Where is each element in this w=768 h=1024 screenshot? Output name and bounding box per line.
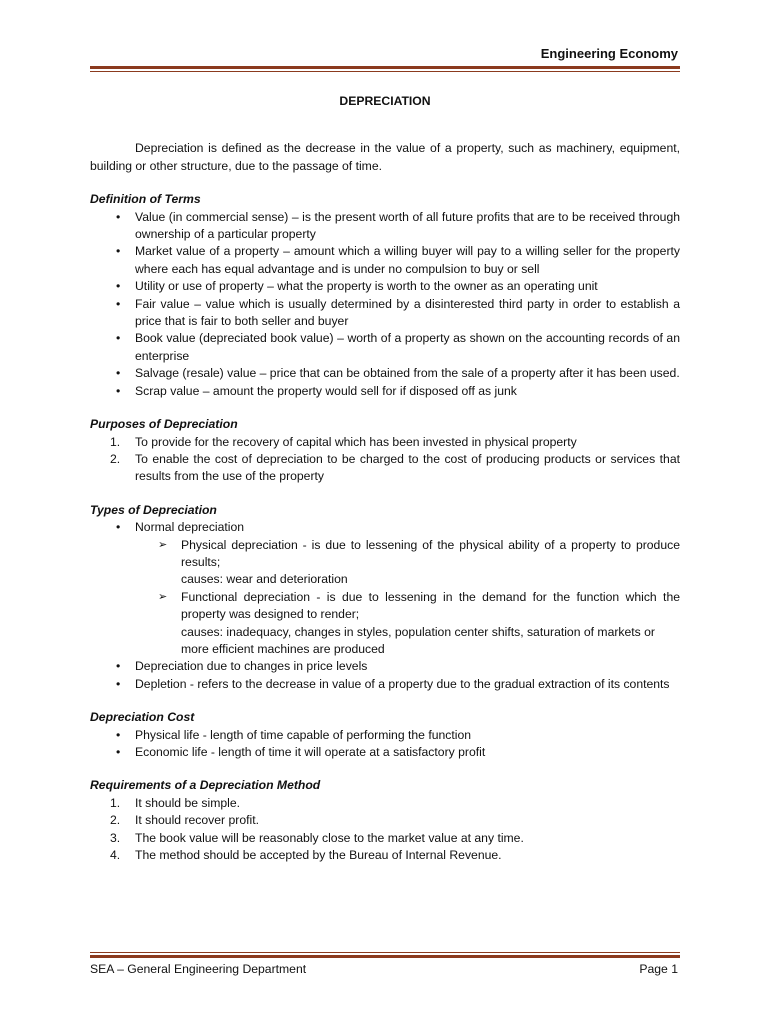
list-item: • Normal depreciation xyxy=(90,519,680,536)
bullet-icon: • xyxy=(116,520,121,535)
list-item: 1. To provide for the recovery of capital which has been invested in physical property xyxy=(110,434,577,449)
types-list xyxy=(90,519,680,536)
section-heading-purposes: Purposes of Depreciation xyxy=(90,417,238,432)
bullet-icon: • xyxy=(116,209,121,224)
list-item: 2. To enable the cost of depreciation to be charged to the cost of producing products or services that results from the use of the property xyxy=(110,451,680,484)
list-item: 4. The method should be accepted by the Bureau of Internal Revenue. xyxy=(110,848,502,863)
list-item: • Physical life - length of time capable of performing the function xyxy=(90,727,680,744)
header-rule xyxy=(90,66,680,72)
bullet-icon: • xyxy=(116,366,121,381)
list-item: • Scrap value – amount the property would sell for if disposed off as junk xyxy=(90,383,680,400)
list-item: • Utility or use of property – what the property is worth to the owner as an operating unit xyxy=(90,278,680,295)
bullet-icon: • xyxy=(116,659,121,674)
section-heading-requirements: Requirements of a Depreciation Method xyxy=(90,778,321,793)
header-title: Engineering Economy xyxy=(540,46,678,61)
list-item: • Depletion - refers to the decrease in value of a property due to the gradual extraction of its contents xyxy=(90,676,680,693)
document-body xyxy=(90,93,680,864)
bullet-icon: • xyxy=(116,745,121,759)
types-list-continued xyxy=(90,658,680,693)
section-heading-types: Types of Depreciation xyxy=(90,502,217,517)
footer-rule xyxy=(90,952,680,958)
list-item: • Value (in commercial sense) – is the present worth of all future profits that are to be received through ownership of a particular property xyxy=(116,209,680,242)
bullet-icon: • xyxy=(116,279,121,294)
list-item: • Salvage (resale) value – price that can be obtained from the sale of a property after it has been used. xyxy=(90,365,680,382)
list-item: • Fair value – value which is usually determined by a disinterested third party in order to establish a price that is fair to both seller and buyer xyxy=(116,296,680,329)
bullet-icon: • xyxy=(116,244,121,259)
page-number: Page 1 xyxy=(639,962,678,976)
cost-list xyxy=(90,727,680,762)
causes-text: causes: inadequacy, changes in styles, population center shifts, saturation of markets or more efficient machines are produced xyxy=(181,624,655,656)
sub-list-item: ➢ Functional depreciation - is due to lessening in the demand for the function which the property was designed to render; xyxy=(158,589,680,622)
bullet-icon: • xyxy=(116,296,121,311)
list-item: • Book value (depreciated book value) – worth of a property as shown on the accounting records of an enterprise xyxy=(116,331,680,363)
list-item: • Depreciation due to changes in price levels xyxy=(90,658,680,675)
bullet-icon: • xyxy=(116,676,121,691)
intro-paragraph: Depreciation is defined as the decrease in the value of a property, such as machinery, equipment, building or other structure, due to the passage of time. xyxy=(90,141,680,173)
list-item: 1. It should be simple. xyxy=(110,795,241,810)
section-heading-definition: Definition of Terms xyxy=(90,192,201,207)
bullet-icon: • xyxy=(116,383,121,398)
section-heading-cost: Depreciation Cost xyxy=(90,710,195,725)
causes-text: causes: wear and deterioration xyxy=(181,572,348,587)
sub-list-item: ➢ Physical depreciation - is due to lessening of the physical ability of a property to produce results; xyxy=(158,537,680,569)
list-item: • Market value of a property – amount which a willing buyer will pay to a willing seller for the property where each has equal advantage and is under no compulsion to buy or sell xyxy=(116,244,680,276)
bullet-icon: • xyxy=(116,727,121,742)
footer-department: SEA – General Engineering Department xyxy=(90,962,307,976)
requirements-list xyxy=(90,795,680,865)
purposes-list xyxy=(90,434,680,486)
list-item: 3. The book value will be reasonably close to the market value at any time. xyxy=(110,830,524,845)
list-item: • Economic life - length of time it will operate at a satisfactory profit xyxy=(90,744,680,761)
arrow-bullet-icon: ➢ xyxy=(158,538,168,551)
doc-title: DEPRECIATION xyxy=(339,94,431,108)
list-item: 2. It should recover profit. xyxy=(110,813,259,828)
arrow-bullet-icon: ➢ xyxy=(158,590,168,603)
bullet-icon: • xyxy=(116,331,121,346)
definition-list xyxy=(90,209,680,400)
